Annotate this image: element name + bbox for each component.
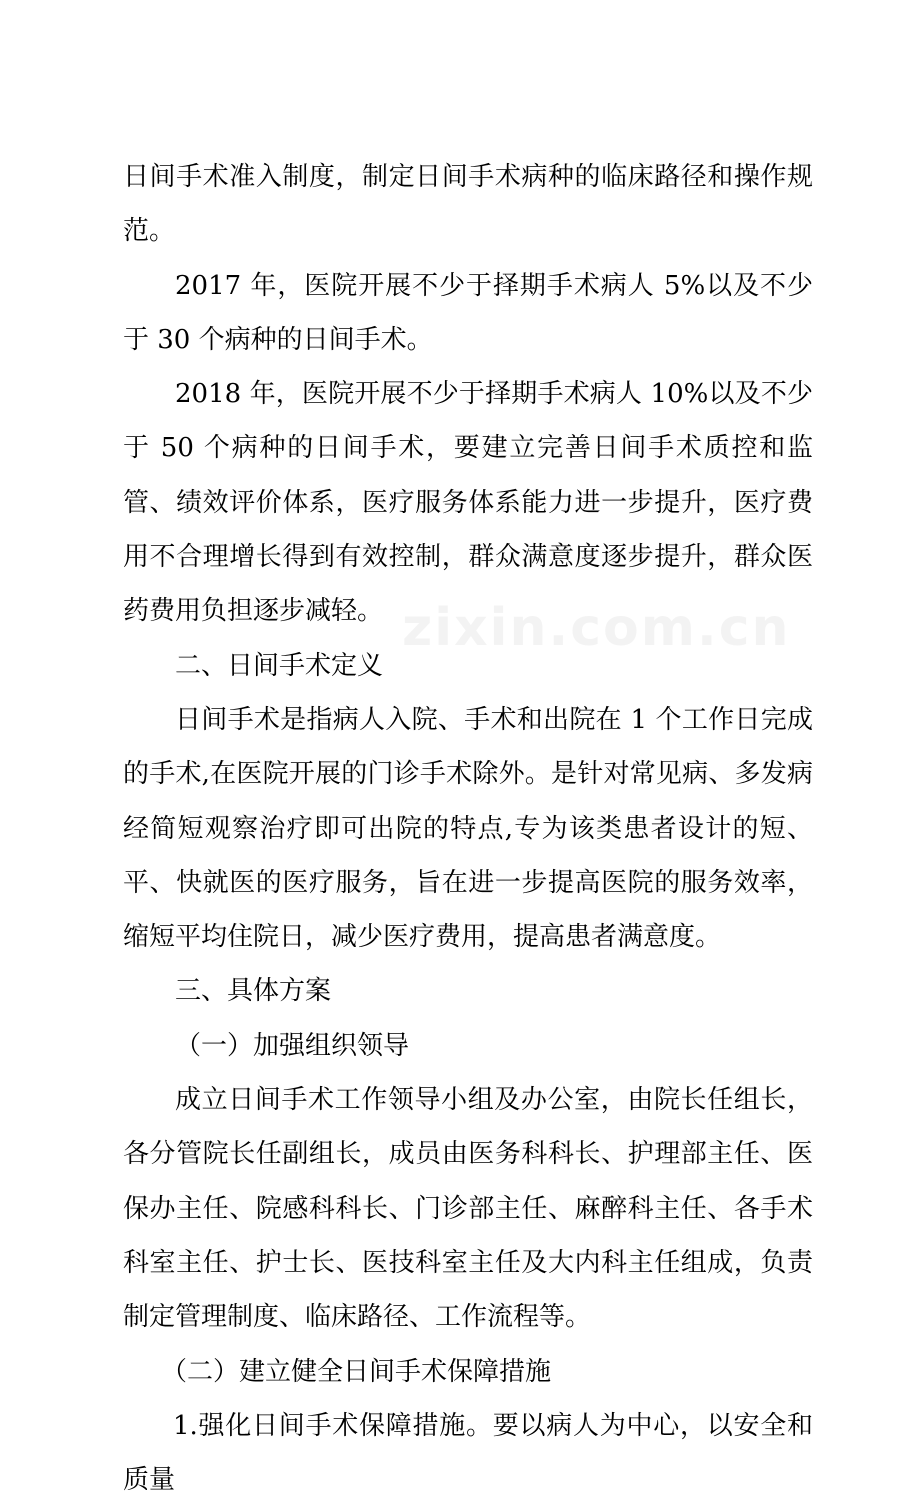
paragraph-2017-goal: 2017 年，医院开展不少于择期手术病人 5%以及不少于 30 个病种的日间手术。 <box>123 270 813 355</box>
paragraph-leadership: 成立日间手术工作领导小组及办公室，由院长任组长，各分管院长任副组长，成员由医务科科长、护理部主任、医保办主任、院感科科长、门诊部主任、麻醉科主任、各手术科室主任、护士长、医技科室主任及大内科主任组成，负责制定管理制度、临床路径、工作流程等。 <box>123 1085 813 1333</box>
document-body <box>123 150 813 1507</box>
list-item-1: 1.强化日间手术保障措施。要以病人为中心，以安全和质量 <box>123 1410 813 1496</box>
paragraph-2018-goal: 2018 年，医院开展不少于择期手术病人 10%以及不少于 50 个病种的日间手术，要建立完善日间手术质控和监管、绩效评价体系，医疗服务体系能力进一步提升，医疗费用不合理增长得到有效控制，群众满意度逐步提升，群众医药费用负担逐步减轻。 <box>123 379 813 627</box>
paragraph-definition: 日间手术是指病人入院、手术和出院在 1 个工作日完成的手术,在医院开展的门诊手术除外。是针对常见病、多发病经简短观察治疗即可出院的特点,专为该类患者设计的短、平、快就医的医疗服务，旨在进一步提高医院的服务效率，缩短平均住院日，减少医疗费用，提高患者满意度。 <box>123 704 813 953</box>
watermark-text: zixin.com.cn <box>402 598 791 658</box>
subheading-leadership: （一）加强组织领导 <box>175 1030 410 1061</box>
heading-specific-plan: 三、具体方案 <box>175 976 332 1007</box>
subheading-safeguard: （二）建立健全日间手术保障措施 <box>161 1356 552 1387</box>
paragraph-continuation: 日间手术准入制度，制定日间手术病种的临床路径和操作规范。 <box>123 162 813 247</box>
heading-definition: 二、日间手术定义 <box>175 650 384 681</box>
